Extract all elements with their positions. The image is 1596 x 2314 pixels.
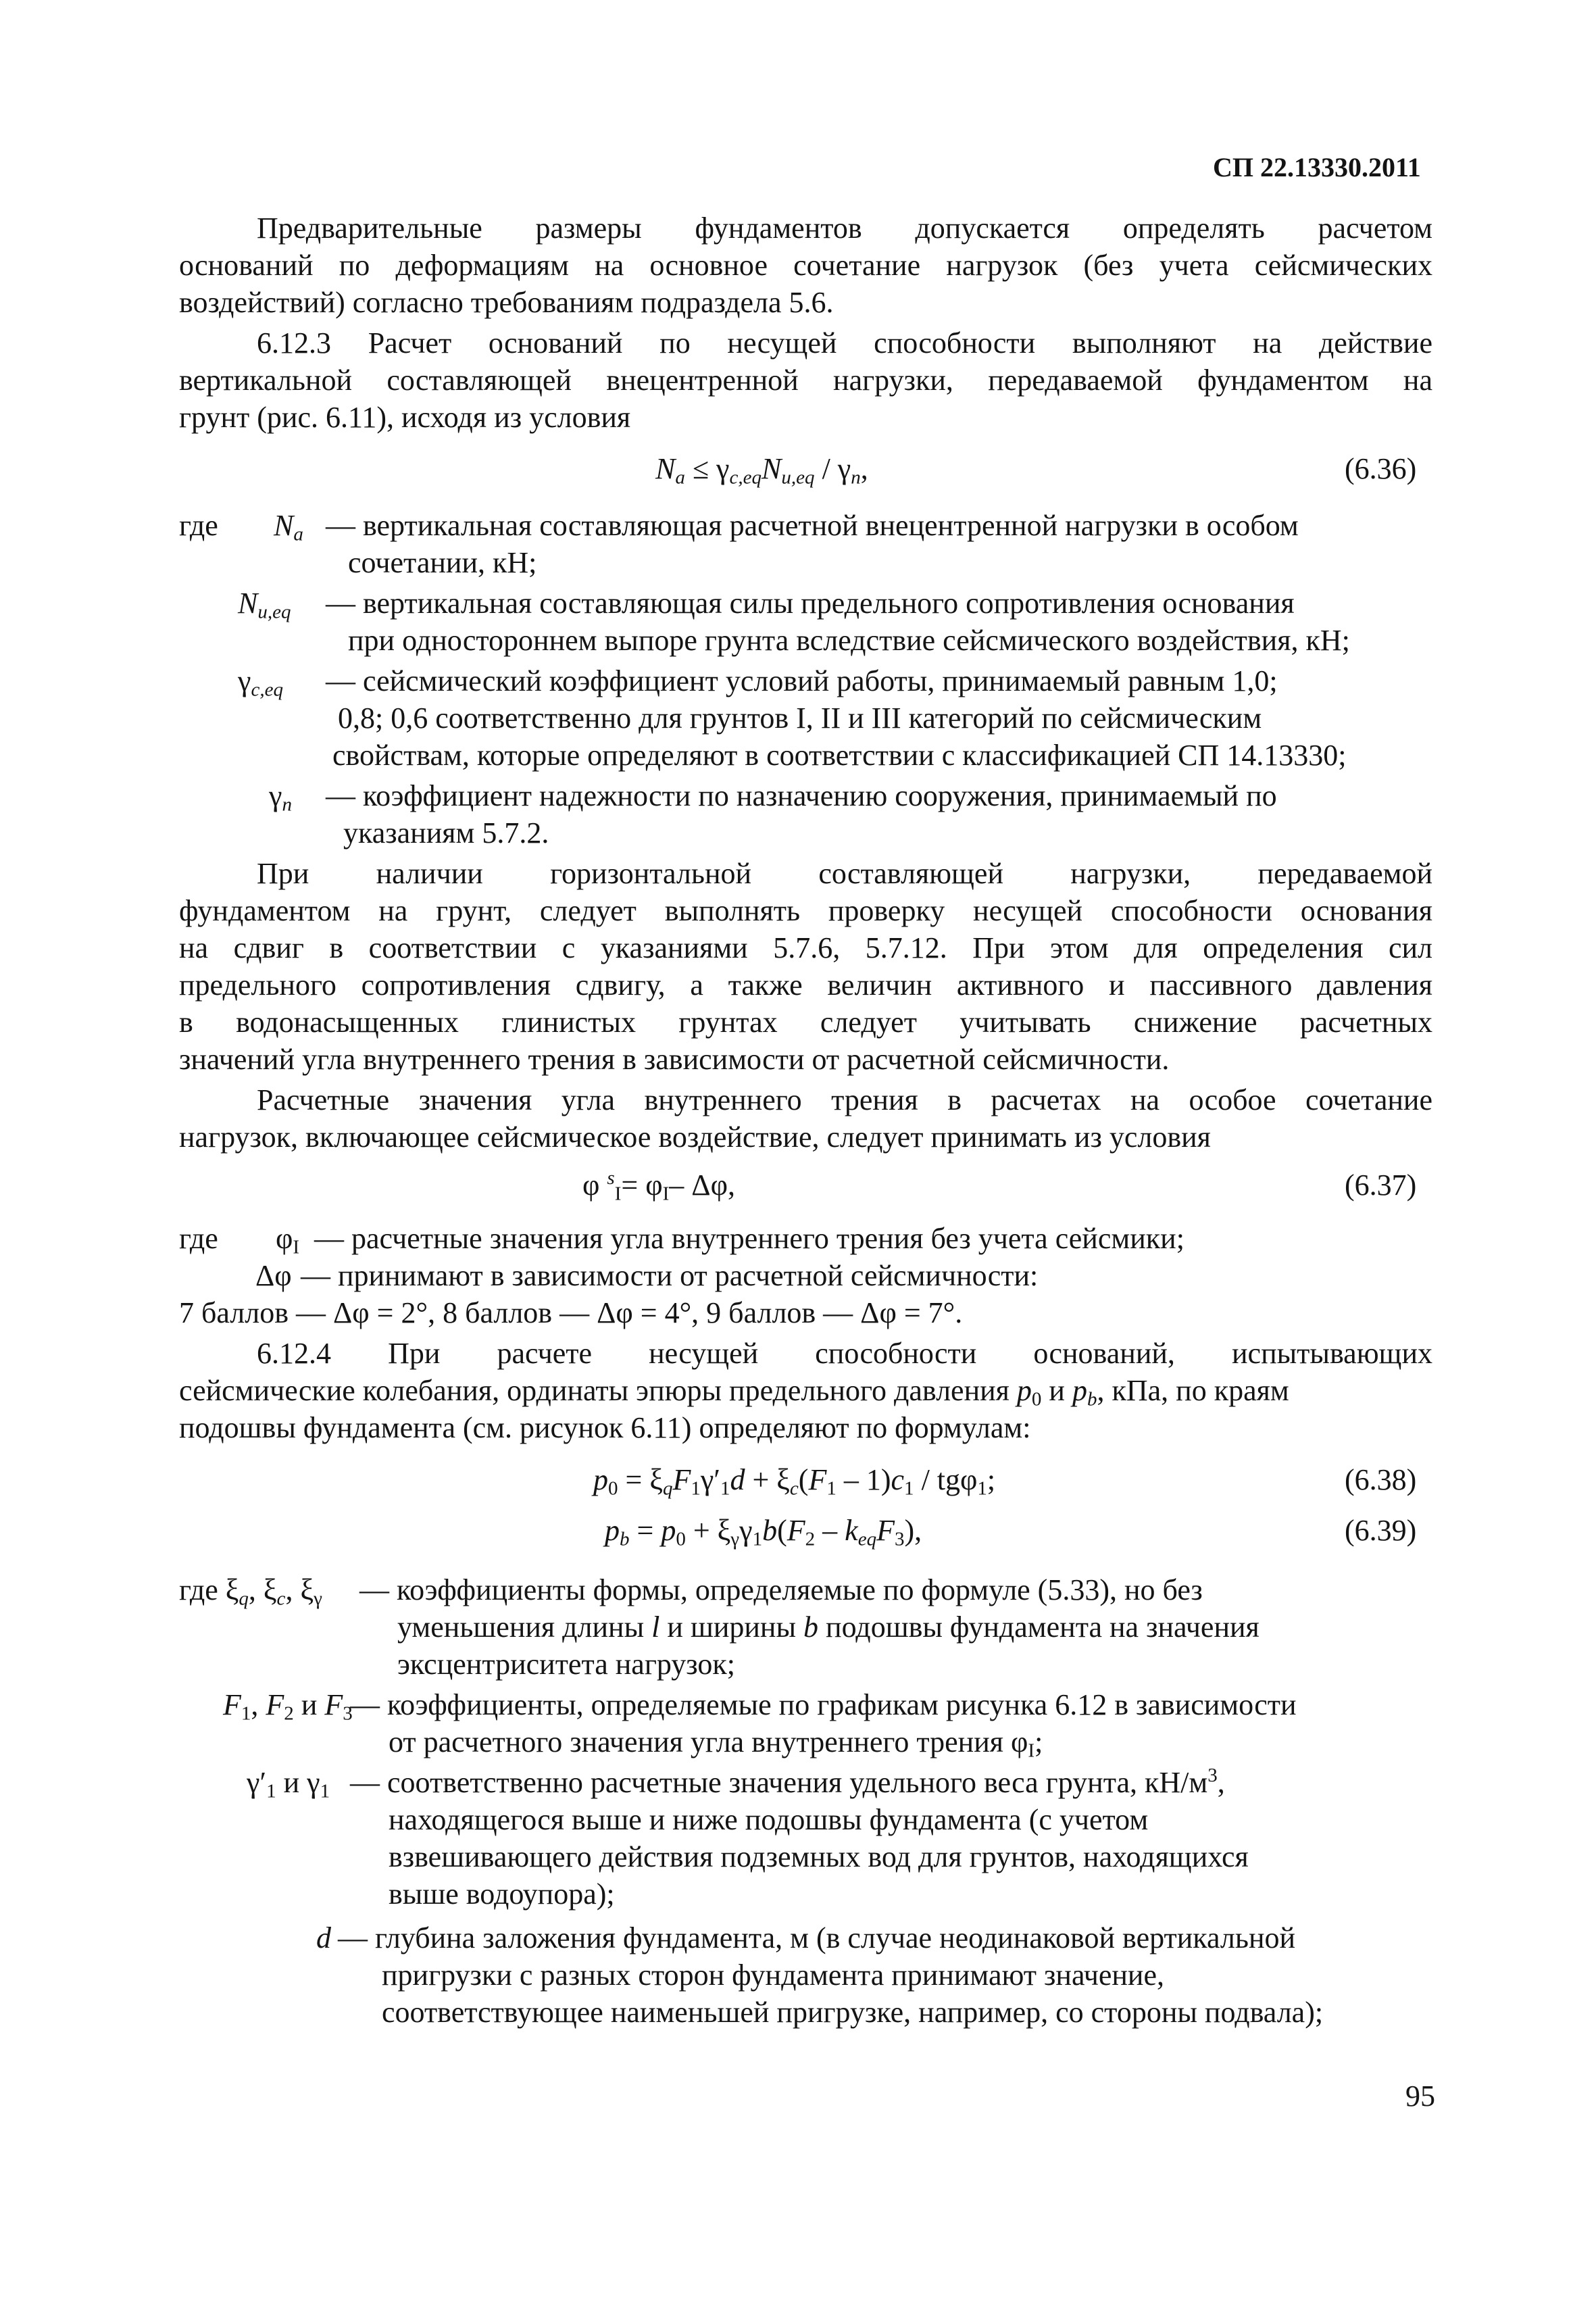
text-line: в водонасыщенных глинистых грунтах следует учитывать снижение расчетных [179, 1006, 1432, 1039]
symbol-phi-i: $\varphi_I$ [276, 1222, 300, 1258]
text-line: соответствующее наименьшей пригрузке, например, со стороны подвала); [382, 1996, 1324, 2029]
formula-6-37: φ $^s_I= \varphi_I-$ Δφ, [582, 1167, 735, 1205]
text-line: предельного сопротивления сдвигу, а также величин активного и пассивного давления [179, 968, 1432, 1002]
text-line: воздействий) согласно требованиям подраздела 5.6. [179, 286, 834, 319]
symbol-delta-phi: Δφ [255, 1259, 292, 1292]
text-line-with-symbols: — соответственно расчетные значения удельного веса грунта, $кН/м^3$, [350, 1765, 1225, 1799]
text-line: на сдвиг в соответствии с указаниями 5.7.6, 5.7.12. При этом для определения сил [179, 931, 1432, 964]
symbol-nueq: $N_{u,eq}$ [238, 587, 291, 623]
text-line: пригрузки с разных сторон фундамента принимают значение, [382, 1959, 1164, 1992]
formula-6-38: $p_0 = \xi_qF_1\gamma'_1d + \xi_c(F_1 - 1)c_1 / tg\varphi_1$; [593, 1463, 996, 1500]
equation-number: (6.39) [1345, 1514, 1417, 1547]
text-line: 0,8; 0,6 соответственно для грунтов I, II и III категорий по сейсмическим [338, 701, 1262, 735]
text-line: оснований по деформациям на основное сочетание нагрузок (без учета сейсмических [179, 249, 1432, 282]
text-line: — вертикальная составляющая силы предельного сопротивления основания [326, 587, 1295, 620]
text-line: сочетании, кН; [348, 546, 537, 579]
text-line: — коэффициент надежности по назначению сооружения, принимаемый по [326, 779, 1277, 812]
formula-6-39: $p_b = p_0 + \xi_\gamma\gamma_1b(F_2 - k_{eq}F_3)$, [605, 1514, 922, 1550]
text-line: указаниям 5.7.2. [343, 816, 549, 850]
symbol-gamma-ceq: $\gamma_{c,eq}$ [238, 664, 283, 701]
text-line: 6.12.3 Расчет оснований по несущей способности выполняют на действие [257, 326, 1432, 360]
symbol-gamma-pair: $\gamma'_1$ и $\gamma_1$ [247, 1766, 330, 1802]
text-line: — сейсмический коэффициент условий работы, принимаемый равным 1,0; [326, 664, 1278, 697]
symbol-d: d [316, 1921, 331, 1954]
text-line: Расчетные значения угла внутреннего трения в расчетах на особое сочетание [257, 1083, 1432, 1116]
text-line-with-symbols: уменьшения длины l и ширины b подошвы фундамента на значения [397, 1610, 1260, 1644]
symbol-gamma-n: $\gamma_n$ [269, 779, 292, 816]
text-line: — коэффициенты, определяемые по графикам рисунка 6.12 в зависимости [350, 1688, 1297, 1721]
text-line: свойствам, которые определяют в соответствии с классификацией СП 14.13330; [332, 739, 1347, 772]
text-line: грунт (рис. 6.11), исходя из условия [179, 401, 631, 434]
text-line: нагрузок, включающее сейсмическое воздействие, следует принимать из условия [179, 1121, 1211, 1154]
symbol-xi-list: где $\xi_q$, $\xi_c$, $\xi_\gamma$ [179, 1573, 322, 1610]
text-line: — вертикальная составляющая расчетной внецентренной нагрузки в особом [326, 509, 1299, 542]
text-line: значений угла внутреннего трения в зависимости от расчетной сейсмичности. [179, 1043, 1170, 1076]
text-line: подошвы фундамента (см. рисунок 6.11) определяют по формулам: [179, 1411, 1031, 1444]
symbol-na: $N_a$ [274, 509, 303, 545]
text-line: фундаментом на грунт, следует выполнять проверку несущей способности основания [179, 894, 1432, 927]
text-line: — принимают в зависимости от расчетной сейсмичности: [301, 1259, 1039, 1292]
text-line: вертикальной составляющей внецентренной нагрузки, передаваемой фундаментом на [179, 364, 1432, 397]
text-line: 7 баллов — Δφ = 2°, 8 баллов — Δφ = 4°, 9 баллов — Δφ = 7°. [179, 1296, 963, 1329]
text-line: где [179, 509, 218, 542]
text-line: 6.12.4 При расчете несущей способности оснований, испытывающих [257, 1337, 1432, 1370]
page-number: 95 [1405, 2079, 1435, 2113]
text-line: взвешивающего действия подземных вод для грунтов, находящихся [389, 1840, 1249, 1873]
text-line: при одностороннем выпоре грунта вследствие сейсмического воздействия, кН; [348, 624, 1350, 657]
text-line: — коэффициенты формы, определяемые по формуле (5.33), но без [359, 1573, 1203, 1606]
text-line: где [179, 1222, 218, 1255]
text-line-with-symbols: сейсмические колебания, ординаты эпюры предельного давления $p_0$ и $p_b$, кПа, по краям [179, 1374, 1289, 1410]
symbol-f-list: $F_1$, $F_2$ и $F_3$ [223, 1688, 353, 1725]
text-line: находящегося выше и ниже подошвы фундамента (с учетом [389, 1803, 1149, 1836]
document-id-header: СП 22.13330.2011 [1213, 152, 1421, 182]
text-line: При наличии горизонтальной составляющей нагрузки, передаваемой [257, 857, 1432, 890]
text-line: выше водоупора); [389, 1877, 615, 1911]
text-line: эксцентриситета нагрузок; [397, 1648, 736, 1681]
equation-number: (6.38) [1345, 1463, 1417, 1496]
text-line-with-symbols: от расчетного значения угла внутреннего трения $\varphi_I$; [389, 1725, 1043, 1762]
equation-number: (6.37) [1345, 1168, 1417, 1202]
text-line: Предварительные размеры фундаментов допускается определять расчетом [257, 212, 1432, 245]
equation-number: (6.36) [1345, 452, 1417, 485]
text-line: — расчетные значения угла внутреннего трения без учета сейсмики; [314, 1222, 1184, 1255]
formula-6-36: $N_a \le \gamma_{c,eq}N_{u,eq} / \gamma_n$, [655, 452, 868, 489]
text-line: — глубина заложения фундамента, м (в случае неодинаковой вертикальной [338, 1921, 1296, 1954]
